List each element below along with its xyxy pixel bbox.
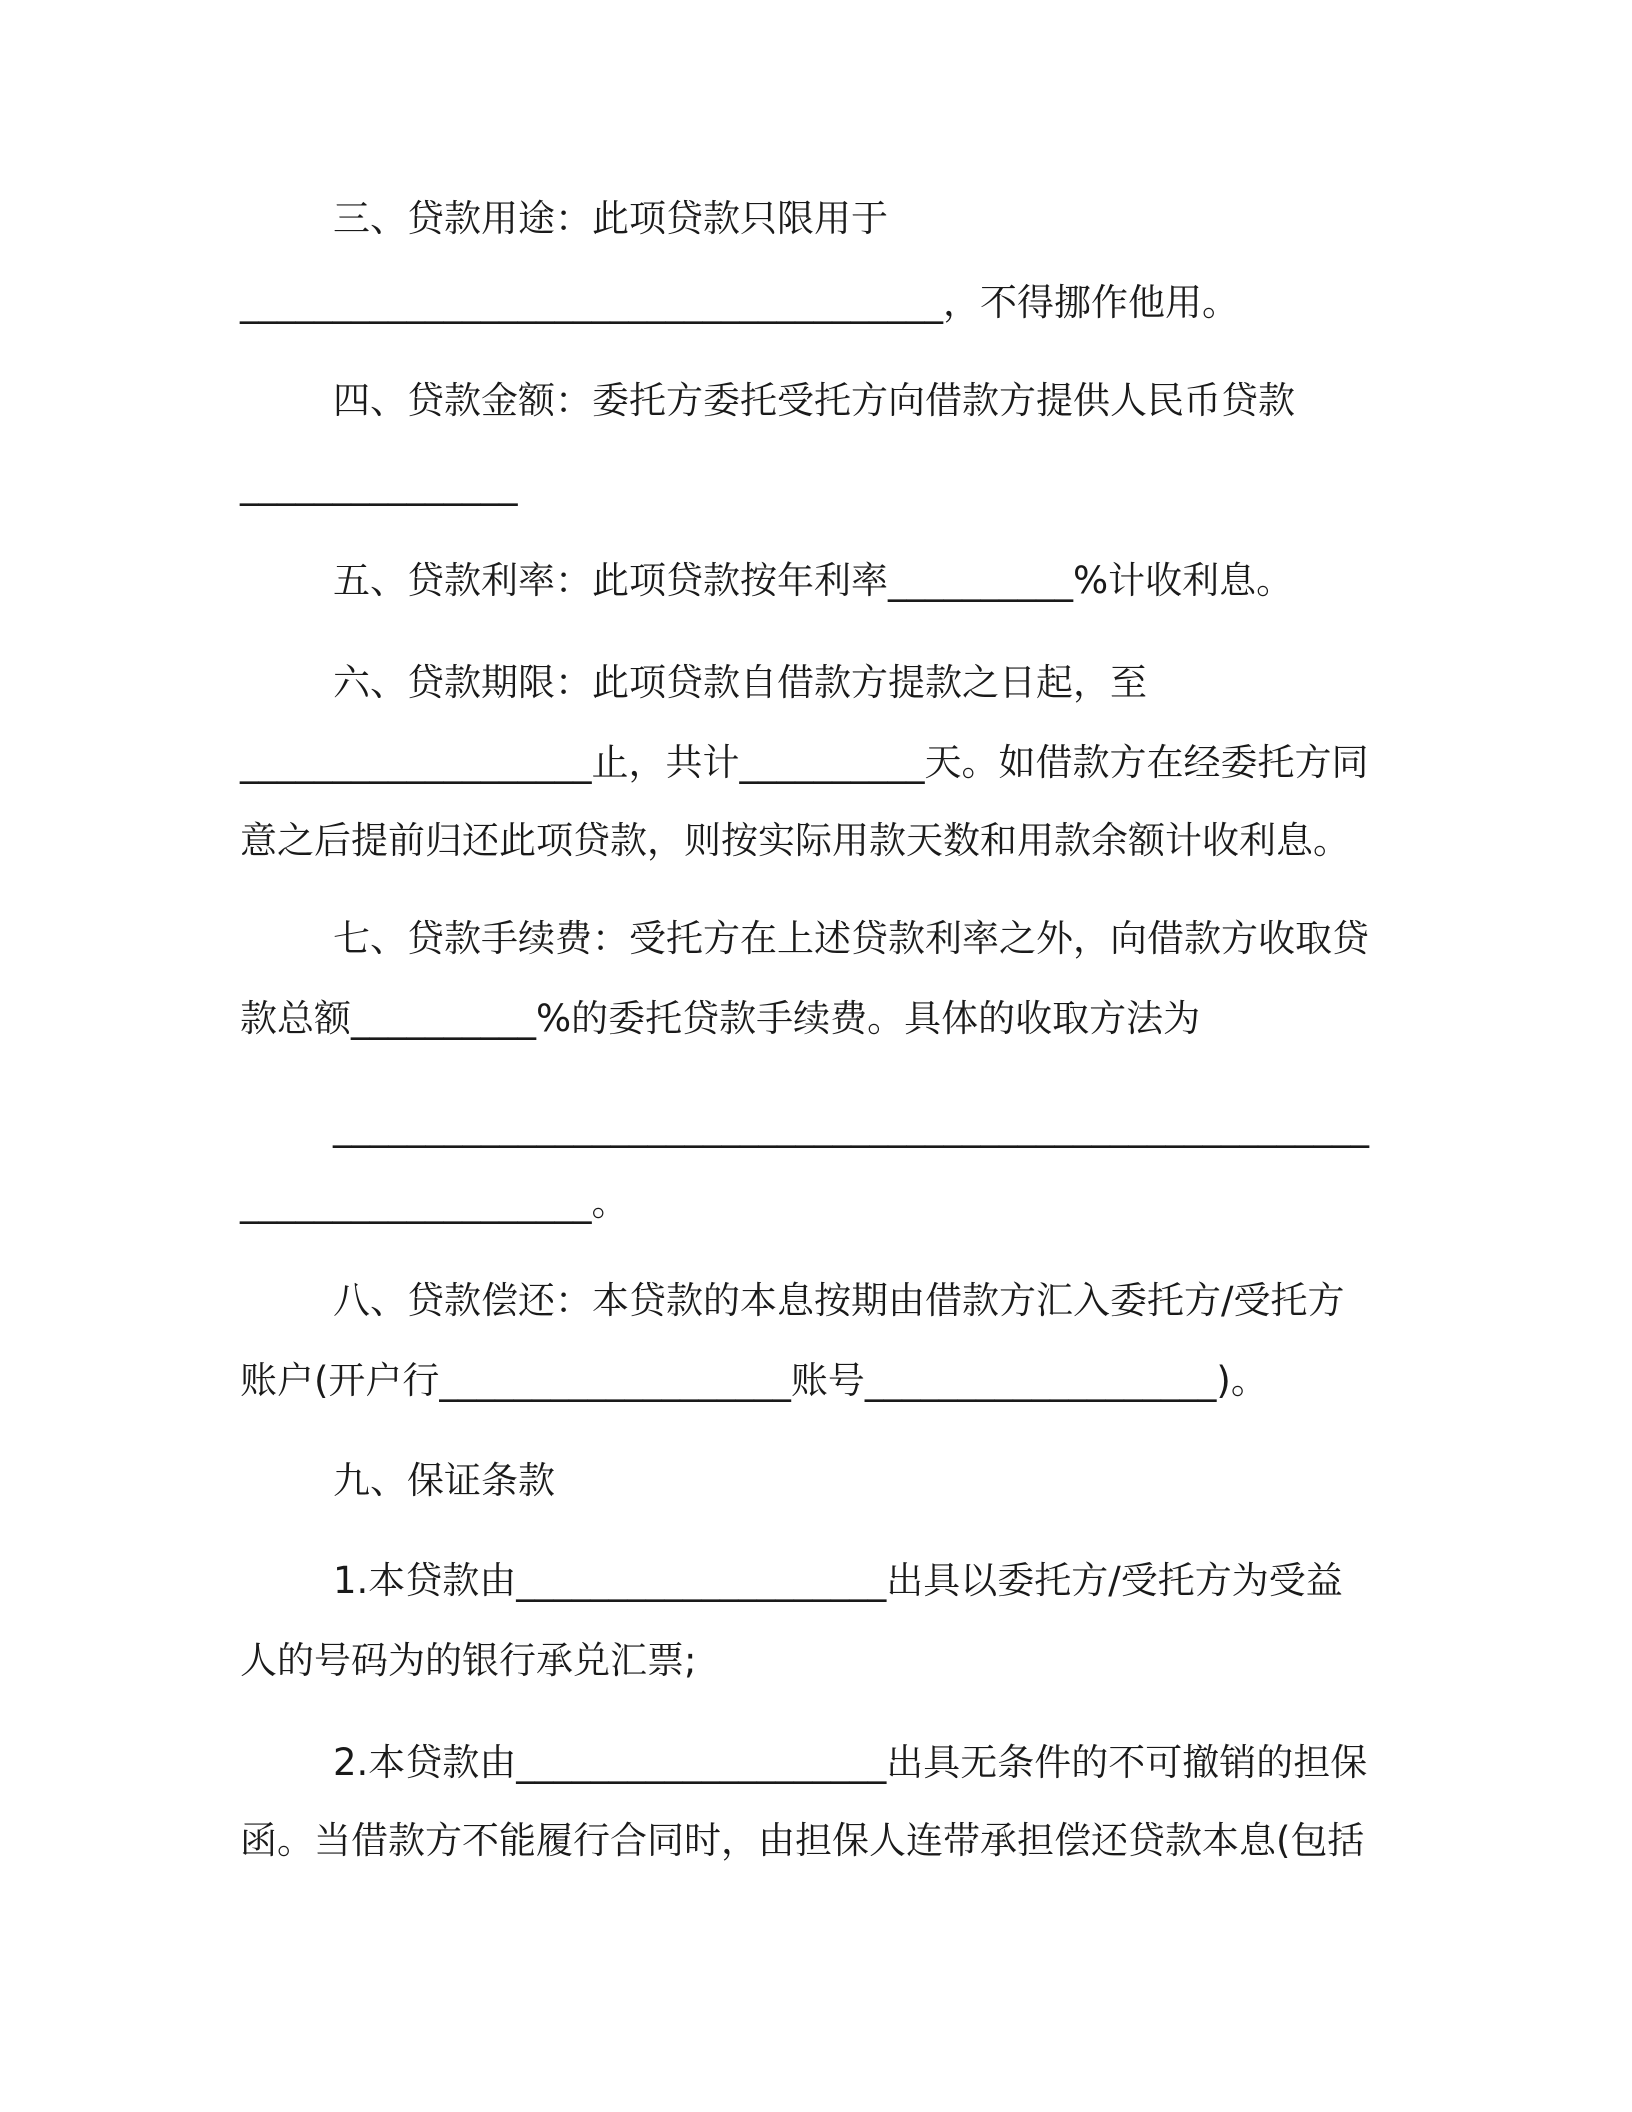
clause-9-item-2-line-2: 函。当借款方不能履行合同时，由担保人连带承担偿还贷款本息(包括 [240, 1819, 1365, 1862]
clause-9-guarantee-heading: 九、保证条款 [333, 1459, 555, 1502]
clause-7-fee-line-2: 款总额__________%的委托贷款手续费。具体的收取方法为 [240, 997, 1201, 1040]
clause-8-repayment: 八、贷款偿还：本贷款的本息按期由借款方汇入委托方/受托方 [333, 1279, 1345, 1322]
clause-8-repayment-account: 账户(开户行___________________账号___________________)。 [240, 1359, 1268, 1402]
clause-6-term: 六、贷款期限：此项贷款自借款方提款之日起，至 [333, 661, 1147, 704]
clause-6-term-line-3: 意之后提前归还此项贷款，则按实际用款天数和用款余额计收利息。 [240, 819, 1350, 862]
clause-6-term-line-2: ___________________止，共计__________天。如借款方在经委托方同 [240, 741, 1369, 784]
clause-7-fee: 七、贷款手续费：受托方在上述贷款利率之外，向借款方收取贷 [333, 917, 1369, 960]
clause-9-item-1-line-2: 人的号码为的银行承兑汇票; [240, 1639, 697, 1682]
clause-3-purpose: 三、贷款用途：此项贷款只限用于 [333, 197, 888, 240]
clause-3-purpose-blank: ______________________________________，不得挪作他用。 [240, 281, 1239, 324]
clause-5-interest-rate: 五、贷款利率：此项贷款按年利率__________%计收利息。 [333, 559, 1294, 602]
clause-9-item-1: 1.本贷款由____________________出具以委托方/受托方为受益 [333, 1559, 1343, 1602]
clause-7-fee-method-blank-end: ___________________。 [240, 1181, 629, 1224]
clause-7-fee-method-blank: ________________________________________________________ [333, 1105, 1369, 1148]
clause-4-amount-blank: _______________ [240, 463, 518, 506]
clause-4-amount: 四、贷款金额：委托方委托受托方向借款方提供人民币贷款 [333, 379, 1295, 422]
clause-9-item-2: 2.本贷款由____________________出具无条件的不可撤销的担保 [333, 1741, 1368, 1784]
